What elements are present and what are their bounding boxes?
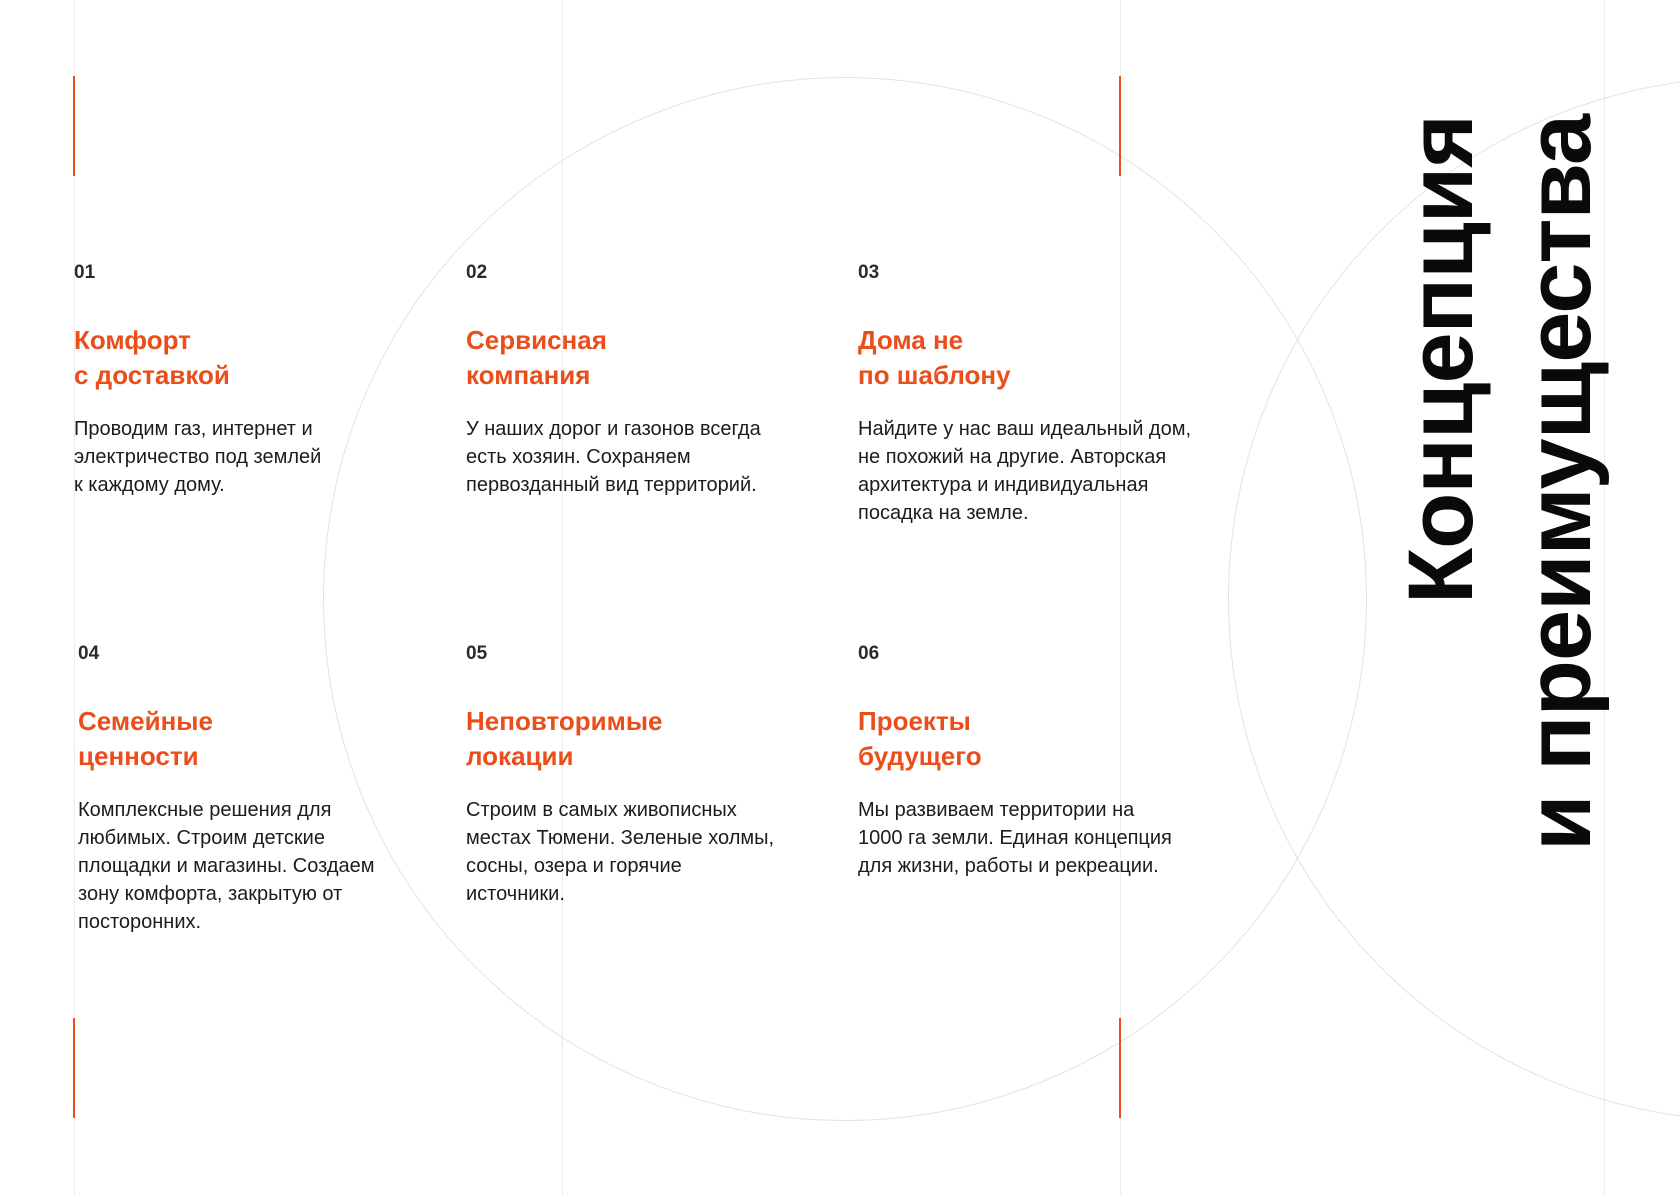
feature-number: 02	[466, 262, 488, 283]
feature-description: Комплексные решения для любимых. Строим детские площадки и магазины. Создаем зону комфорта, закрытую от посторонних.	[78, 799, 375, 933]
section-heading-line-1: Концепция	[1390, 115, 1492, 605]
feature-title: Неповторимые локации	[466, 706, 663, 771]
feature-description: Строим в самых живописных местах Тюмени. Зеленые холмы, сосны, озера и горячие источники.	[466, 799, 775, 905]
feature-title: Комфорт с доставкой	[74, 325, 230, 390]
decorative-circle-large	[323, 77, 1367, 1121]
accent-mark-bottom-left	[73, 1018, 75, 1118]
feature-number: 04	[78, 643, 100, 664]
feature-card-06	[858, 642, 1218, 880]
feature-title: Сервисная компания	[466, 325, 607, 390]
feature-card-02	[466, 261, 826, 499]
feature-description: Найдите у нас ваш идеальный дом, не похожий на другие. Авторская архитектура и индивидуальная посадка на земле.	[858, 418, 1192, 524]
accent-mark-top-left	[73, 76, 75, 176]
feature-title: Дома не по шаблону	[858, 325, 1011, 390]
feature-number: 06	[858, 643, 880, 664]
guide-line-1	[74, 0, 75, 1195]
feature-description: Проводим газ, интернет и электричество под землей к каждому дому.	[74, 418, 322, 496]
accent-mark-top-right	[1119, 76, 1121, 176]
feature-card-03	[858, 261, 1218, 527]
feature-number: 01	[74, 262, 96, 283]
section-heading-line-2: и преимущества	[1508, 115, 1610, 851]
accent-mark-bottom-right	[1119, 1018, 1121, 1118]
feature-number: 05	[466, 643, 488, 664]
feature-description: У наших дорог и газонов всегда есть хозяин. Сохраняем первозданный вид территорий.	[466, 418, 761, 496]
feature-title: Проекты будущего	[858, 706, 982, 771]
feature-card-05	[466, 642, 826, 908]
feature-description: Мы развиваем территории на 1000 га земли. Единая концепция для жизни, работы и рекреации.	[858, 799, 1172, 877]
feature-card-04	[78, 642, 438, 936]
feature-title: Семейные ценности	[78, 706, 213, 771]
feature-number: 03	[858, 262, 880, 283]
feature-card-01	[74, 261, 434, 499]
section-heading	[1340, 115, 1660, 1035]
